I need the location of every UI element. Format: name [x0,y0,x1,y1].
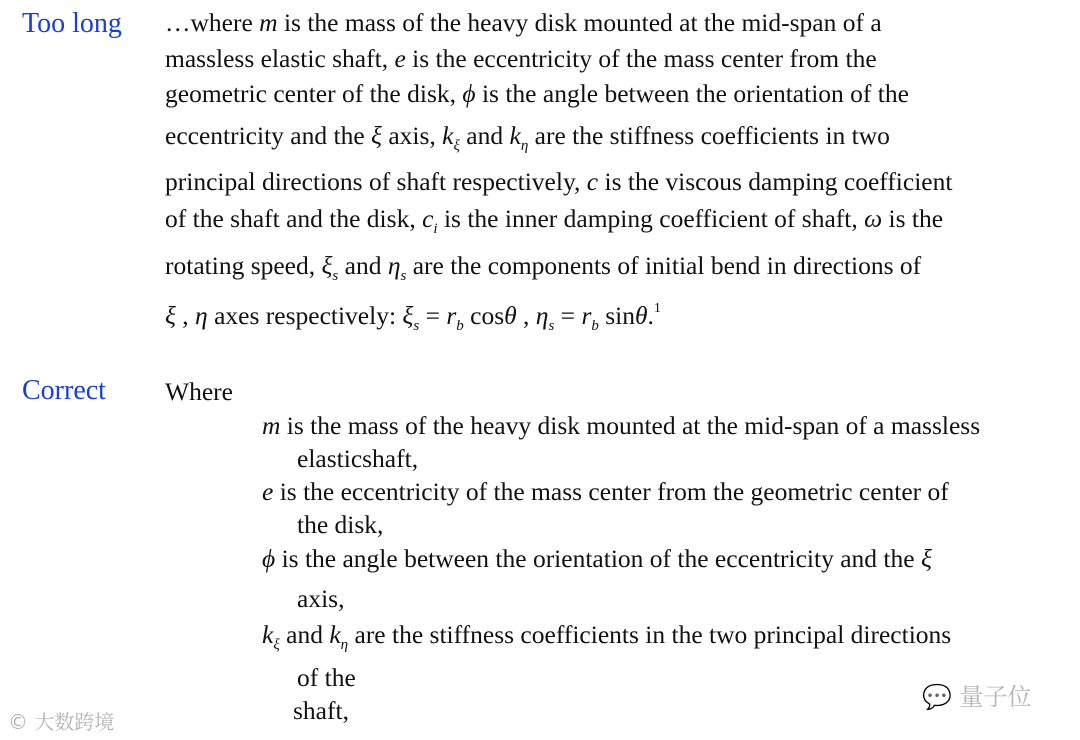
wechat-icon: 💬 [922,683,952,711]
paragraph-line: rotating speed, $\xi_s$ and $\eta_s$ are the components of initial bend in directions of [165,251,922,284]
weibo-logo-icon: © [8,710,28,734]
definition-k: $k_\xi$ and $k_\eta$ are the stiffness coefficients in the two principal directions [262,620,952,653]
too-long-label: Too long [22,8,122,39]
watermark-right: 💬 量子位 [922,683,1032,711]
paragraph-line: eccentricity and the ξ axis, $k_\xi$ and $k_\eta$ are the stiffness coefficients in two [165,121,890,154]
definition-m: m is the mass of the heavy disk mounted at the mid-span of a massless [262,411,981,440]
paragraph-line: geometric center of the disk, ϕ is the angle between the orientation of the [165,79,909,108]
definition-k-cont-2: shaft, [293,696,349,725]
where-heading: Where [165,377,233,406]
paragraph-line: of the shaft and the disk, $c_i$ is the inner damping coefficient of shaft, ω is the [165,204,944,237]
definition-phi-cont: axis, [297,584,345,613]
definition-e: e is the eccentricity of the mass center from the geometric center of [262,477,949,506]
paragraph-line: principal directions of shaft respectively, c is the viscous damping coefficient [165,167,953,196]
paragraph-line: massless elastic shaft, e is the eccentricity of the mass center from the [165,44,877,73]
paragraph-line: ξ , η axes respectively: $\xi_s = r_b$ cosθ , $\eta_s = r_b$ sinθ.$^1$ [165,301,661,334]
definition-k-cont: of the [297,663,356,692]
watermark-left: © 大数跨境 [8,710,115,734]
paragraph-line: …where m is the mass of the heavy disk mounted at the mid-span of a [165,8,882,37]
definition-m-cont: elasticshaft, [297,444,419,473]
correct-label: Correct [22,375,106,406]
definition-phi: ϕ is the angle between the orientation of the eccentricity and the ξ [262,544,932,573]
definition-e-cont: the disk, [297,510,384,539]
